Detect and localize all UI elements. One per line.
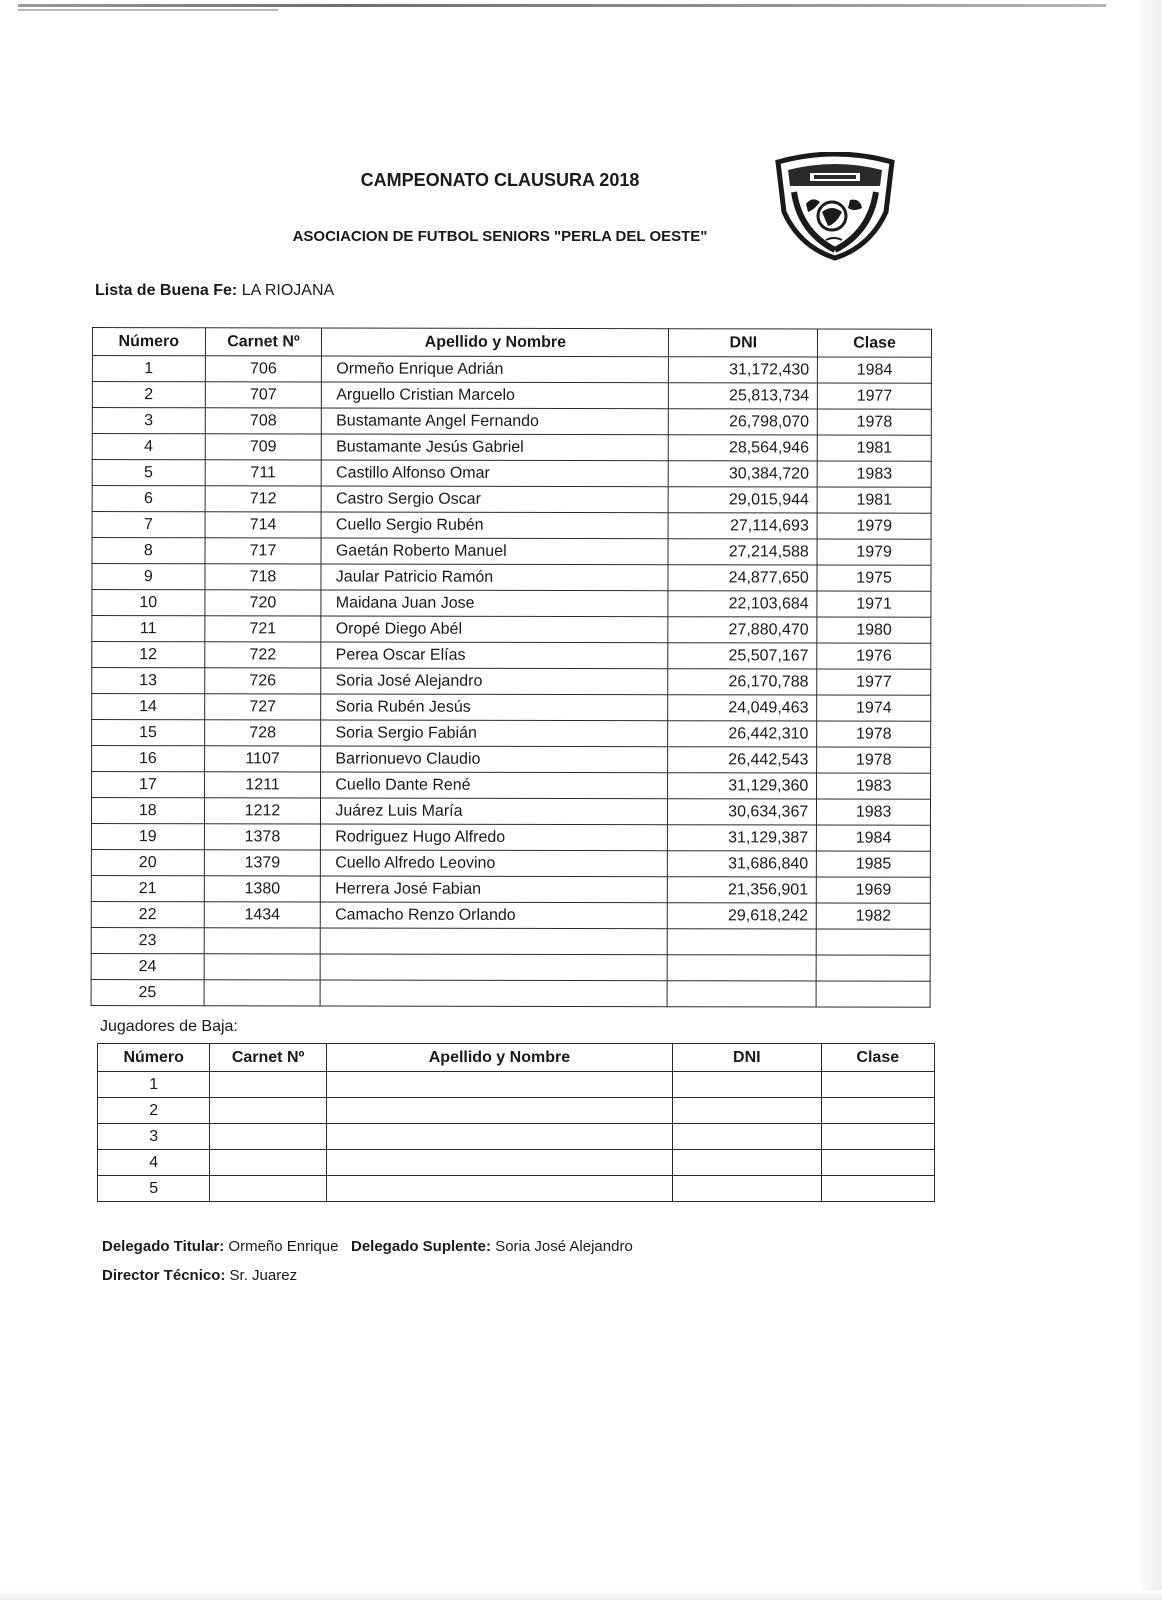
cell-dni: 29,015,944 [669,487,818,513]
table-row [92,616,931,644]
cell-nombre [326,1098,672,1124]
lista-buena-fe [95,282,334,300]
cell-dni: 24,877,650 [668,565,817,591]
cell-nombre [326,1150,672,1176]
cell-carnet: 1380 [204,876,321,902]
cell-carnet [204,928,321,954]
jugadores-baja-label: Jugadores de Baja: [100,1018,238,1035]
cell-numero: 7 [92,512,205,538]
cell-clase: 1979 [817,513,931,539]
cell-nombre: Juárez Luis María [321,798,668,825]
cell-clase: 1981 [817,487,931,513]
cell-dni [673,1072,822,1098]
cell-clase: 1983 [817,773,931,799]
cell-dni: 21,356,901 [668,877,817,903]
cell-nombre: Cuello Sergio Rubén [321,512,668,539]
cell-carnet: 708 [205,408,322,434]
cell-numero: 20 [91,849,204,875]
cell-nombre: Barrionuevo Claudio [321,746,668,773]
cell-dni [667,981,816,1007]
column-header-dni: DNI [669,329,818,357]
table-row [92,642,931,670]
baja-header-numero: Número [98,1044,210,1072]
table-row [91,798,930,826]
cell-clase: 1977 [818,383,932,409]
cell-numero: 17 [92,772,205,798]
table-row [98,1072,935,1098]
cell-clase: 1976 [817,643,931,669]
table-row [92,668,931,696]
table-row [92,460,931,488]
cell-numero: 4 [92,434,205,460]
cell-carnet: 714 [205,512,322,538]
cell-carnet [204,954,321,980]
cell-dni: 26,442,543 [668,747,817,773]
table-row [98,1150,935,1176]
cell-numero: 2 [98,1098,210,1124]
cell-nombre: Perea Oscar Elías [321,642,668,669]
cell-clase: 1978 [818,409,932,435]
cell-nombre: Cuello Dante René [321,772,668,799]
cell-carnet: 726 [204,668,321,694]
table-row [92,434,931,462]
cell-carnet [210,1124,326,1150]
cell-numero: 13 [92,668,205,694]
cell-clase [816,929,930,955]
cell-nombre: Castro Sergio Oscar [321,486,668,513]
cell-carnet: 706 [205,356,322,382]
scan-edge-top-secondary [18,9,278,11]
table-row [92,564,931,592]
cell-numero: 12 [92,642,205,668]
table-row [92,356,931,384]
cell-nombre: Castillo Alfonso Omar [322,460,669,487]
table-row [91,875,930,903]
table-row [98,1098,935,1124]
table-row [92,720,931,748]
cell-carnet: 1212 [204,798,321,824]
cell-nombre: Camacho Renzo Orlando [321,902,668,929]
cell-nombre: Arguello Cristian Marcelo [322,382,669,409]
cell-dni [673,1176,822,1202]
cell-clase [816,955,930,981]
cell-numero: 3 [92,408,205,434]
cell-nombre [320,980,667,1007]
cell-dni: 27,880,470 [668,617,817,643]
column-header-numero: Número [92,328,205,356]
cell-dni: 27,214,588 [668,539,817,565]
column-header-clase: Clase [818,329,932,357]
cell-nombre: Bustamante Jesús Gabriel [322,434,669,461]
cell-carnet: 720 [205,590,322,616]
cell-carnet: 722 [204,642,321,668]
cell-clase: 1982 [817,903,931,929]
cell-clase: 1978 [817,721,931,747]
cell-clase: 1984 [817,825,931,851]
delegado-suplente-label: Delegado Suplente: [351,1238,492,1255]
cell-carnet: 709 [205,434,322,460]
table-row [92,382,931,410]
cell-numero: 4 [98,1150,210,1176]
cell-dni: 25,507,167 [668,643,817,669]
baja-header-clase: Clase [821,1044,934,1072]
table-row [91,979,930,1007]
lista-label: Lista de Buena Fe: [95,282,238,299]
table-row [98,1176,935,1202]
cell-dni: 26,798,070 [669,409,818,435]
cell-nombre: Oropé Diego Abél [321,616,668,643]
cell-numero: 21 [91,875,204,901]
cell-clase: 1974 [817,695,931,721]
cell-carnet: 1378 [204,824,321,850]
cell-numero: 16 [92,746,205,772]
cell-dni: 31,129,360 [668,773,817,799]
table-row [92,486,931,514]
cell-numero: 22 [91,901,204,927]
cell-nombre: Bustamante Angel Fernando [322,408,669,435]
cell-clase: 1979 [817,539,931,565]
cell-clase: 1977 [817,669,931,695]
cell-numero: 25 [91,979,204,1005]
cell-carnet [210,1072,326,1098]
cell-nombre [326,1176,672,1202]
cell-numero: 1 [92,356,205,382]
cell-clase: 1969 [817,877,931,903]
cell-nombre: Soria José Alejandro [321,668,668,695]
table-row [91,927,930,955]
cell-dni: 24,049,463 [668,695,817,721]
cell-dni: 26,442,310 [668,721,817,747]
delegado-suplente-value: Soria José Alejandro [495,1238,633,1255]
baja-header-dni: DNI [673,1044,822,1072]
scan-edge-bottom [0,1590,1162,1600]
cell-carnet: 711 [205,460,322,486]
club-crest-logo [770,152,900,262]
table-row [92,538,931,566]
cell-dni: 27,114,693 [668,513,817,539]
table-row [92,590,931,618]
cell-nombre: Ormeño Enrique Adrián [322,356,669,383]
cell-numero: 15 [92,720,205,746]
table-row [98,1124,935,1150]
baja-table [97,1043,935,1202]
cell-nombre: Cuello Alfredo Leovino [321,850,668,877]
cell-dni: 29,618,242 [668,903,817,929]
cell-nombre: Rodriguez Hugo Alfredo [321,824,668,851]
cell-clase [821,1176,934,1202]
delegado-titular-label: Delegado Titular: [102,1238,225,1255]
cell-carnet: 1379 [204,850,321,876]
cell-nombre: Jaular Patricio Ramón [321,564,668,591]
cell-numero: 5 [92,460,205,486]
cell-dni: 30,634,367 [668,799,817,825]
table-header-row [92,328,931,358]
cell-nombre: Soria Sergio Fabián [321,720,668,747]
team-name: LA RIOJANA [241,282,335,299]
cell-numero: 14 [92,694,205,720]
director-value: Sr. Juarez [229,1267,298,1284]
table-row [91,849,930,877]
cell-nombre: Maidana Juan Jose [321,590,668,617]
column-header-carnet: Carnet Nº [205,328,322,356]
cell-dni [673,1098,822,1124]
cell-dni: 31,686,840 [668,851,817,877]
cell-nombre: Herrera José Fabian [321,876,668,903]
cell-clase: 1983 [817,799,931,825]
cell-carnet [210,1098,326,1124]
baja-header-row [98,1044,935,1072]
cell-numero: 23 [91,927,204,953]
table-row [91,953,930,981]
cell-dni: 26,170,788 [668,669,817,695]
table-row [91,823,930,851]
cell-carnet: 1107 [204,746,321,772]
delegado-titular-value: Ormeño Enrique [228,1238,339,1255]
cell-carnet [210,1176,326,1202]
cell-carnet: 1434 [204,902,321,928]
cell-clase [821,1072,934,1098]
cell-carnet: 707 [205,382,322,408]
director-label: Director Técnico: [102,1267,226,1284]
cell-dni [673,1124,822,1150]
cell-numero: 24 [91,953,204,979]
cell-dni: 31,172,430 [669,357,818,383]
table-row [92,746,931,774]
table-row [92,512,931,540]
cell-nombre [326,1072,672,1098]
cell-nombre [320,954,667,981]
table-row [92,408,931,436]
cell-numero: 2 [92,382,205,408]
cell-nombre [321,928,668,955]
cell-dni: 22,103,684 [668,591,817,617]
cell-numero: 8 [92,538,205,564]
scan-edge-right [1140,0,1162,1600]
cell-dni: 31,129,387 [668,825,817,851]
cell-dni [668,955,817,981]
page-title: CAMPEONATO CLAUSURA 2018 [360,170,640,190]
cell-clase [821,1098,934,1124]
cell-carnet: 718 [205,564,322,590]
table-row [91,901,930,929]
roster-table [91,327,932,1008]
cell-carnet [204,980,321,1006]
cell-dni: 25,813,734 [669,383,818,409]
baja-header-carnet: Carnet Nº [210,1044,326,1072]
cell-dni [668,929,817,955]
cell-clase [821,1124,934,1150]
cell-carnet: 1211 [204,772,321,798]
scan-edge-top [18,4,1106,7]
cell-clase [821,1150,934,1176]
cell-numero: 9 [92,564,205,590]
cell-clase: 1975 [817,565,931,591]
cell-clase: 1981 [818,435,932,461]
cell-carnet: 712 [205,486,322,512]
cell-numero: 6 [92,486,205,512]
cell-numero: 11 [92,616,205,642]
cell-nombre: Gaetán Roberto Manuel [321,538,668,565]
cell-carnet: 728 [204,720,321,746]
cell-dni: 30,384,720 [669,461,818,487]
cell-clase: 1980 [817,617,931,643]
baja-header-nombre: Apellido y Nombre [326,1044,672,1072]
cell-dni [673,1150,822,1176]
cell-clase [816,981,930,1007]
cell-numero: 18 [91,798,204,824]
cell-dni: 28,564,946 [669,435,818,461]
cell-numero: 3 [98,1124,210,1150]
cell-carnet: 727 [204,694,321,720]
table-row [92,772,931,800]
cell-numero: 1 [98,1072,210,1098]
cell-nombre [326,1124,672,1150]
cell-numero: 10 [92,590,205,616]
cell-carnet [210,1150,326,1176]
cell-nombre: Soria Rubén Jesús [321,694,668,721]
cell-clase: 1971 [817,591,931,617]
cell-numero: 5 [98,1176,210,1202]
page-subtitle: ASOCIACION DE FUTBOL SENIORS "PERLA DEL OESTE" [292,228,708,245]
cell-clase: 1985 [817,851,931,877]
column-header-nombre: Apellido y Nombre [322,328,669,357]
cell-numero: 19 [91,823,204,849]
cell-clase: 1984 [818,357,932,383]
cell-carnet: 721 [204,616,321,642]
table-row [92,694,931,722]
cell-carnet: 717 [205,538,322,564]
cell-clase: 1978 [817,747,931,773]
footer-delegados [102,1238,633,1255]
footer-director [102,1267,297,1284]
cell-clase: 1983 [817,461,931,487]
